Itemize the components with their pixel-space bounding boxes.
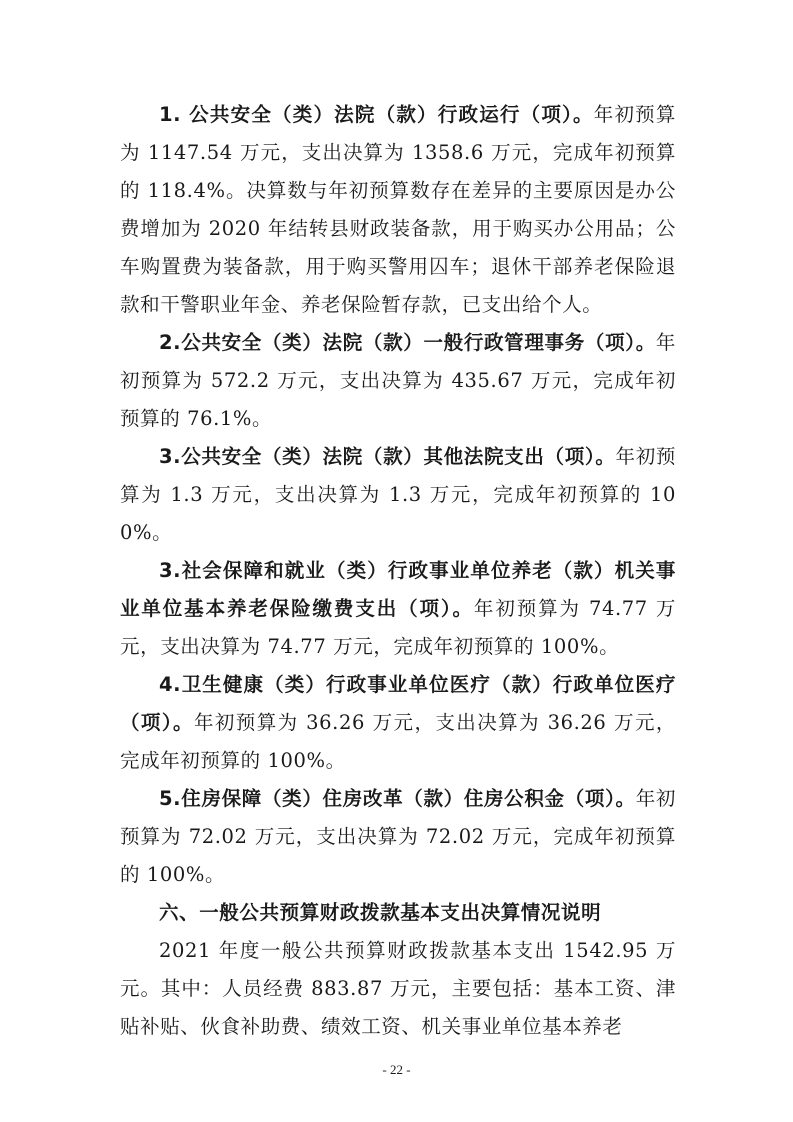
paragraph-item-2 — [120, 324, 676, 438]
closing-paragraph: 2021 年度一般公共预算财政拨款基本支出 1542.95 万元。其中：人员经费 883.87 万元，主要包括：基本工资、津贴补贴、伙食补助费、绩效工资、机关事业单位基本养老 — [120, 939, 676, 1038]
item-body: 年初预算为 1147.54 万元，支出决算为 1358.6 万元，完成年初预算的 118.4%。决算数与年初预算数存在差异的主要原因是办公费增加为 2020 年结转县财政装备款，用于购买办公用品；公车购置费为装备款，用于购买警用囚车；退休干部养老保险退款和干警职业年金、养老保险暂存款，已支出给个人。 — [120, 103, 676, 316]
item-body: 年初预算为 572.2 万元，支出决算为 435.67 万元，完成年初预算的 76.1%。 — [120, 331, 676, 430]
page-number: - 22 - — [382, 1062, 411, 1077]
item-title: 5.住房保障（类）住房改革（款）住房公积金（项）。 — [159, 787, 636, 810]
paragraph-item-5 — [120, 666, 676, 780]
section-heading: 六、一般公共预算财政拨款基本支出决算情况说明 — [159, 901, 602, 924]
item-title: 4.卫生健康（类）行政事业单位医疗（款）行政单位医疗（项）。 — [120, 673, 676, 734]
item-body: 年初预算为 74.77 万元，支出决算为 74.77 万元，完成年初预算的 100%。 — [120, 597, 676, 658]
item-title: 1. 公共安全（类）法院（款）行政运行（项）。 — [159, 103, 594, 126]
item-title: 2.公共安全（类）法院（款）一般行政管理事务（项）。 — [159, 331, 656, 354]
body-text — [120, 96, 676, 1046]
paragraph-item-1 — [120, 96, 676, 324]
paragraph-item-6 — [120, 780, 676, 894]
item-body: 年初预算为 72.02 万元，支出决算为 72.02 万元，完成年初预算的 100%。 — [120, 787, 677, 886]
paragraph-item-4 — [120, 552, 676, 666]
item-body: 年初预算为 1.3 万元，支出决算为 1.3 万元，完成年初预算的 100%。 — [120, 445, 676, 544]
item-title: 3.社会保障和就业（类）行政事业单位养老（款）机关事业单位基本养老保险缴费支出（项）。 — [120, 559, 676, 620]
paragraph-item-3 — [120, 438, 676, 552]
item-title: 3.公共安全（类）法院（款）其他法院支出（项）。 — [159, 445, 616, 468]
item-body: 年初预算为 36.26 万元，支出决算为 36.26 万元，完成年初预算的 100%。 — [120, 711, 676, 772]
